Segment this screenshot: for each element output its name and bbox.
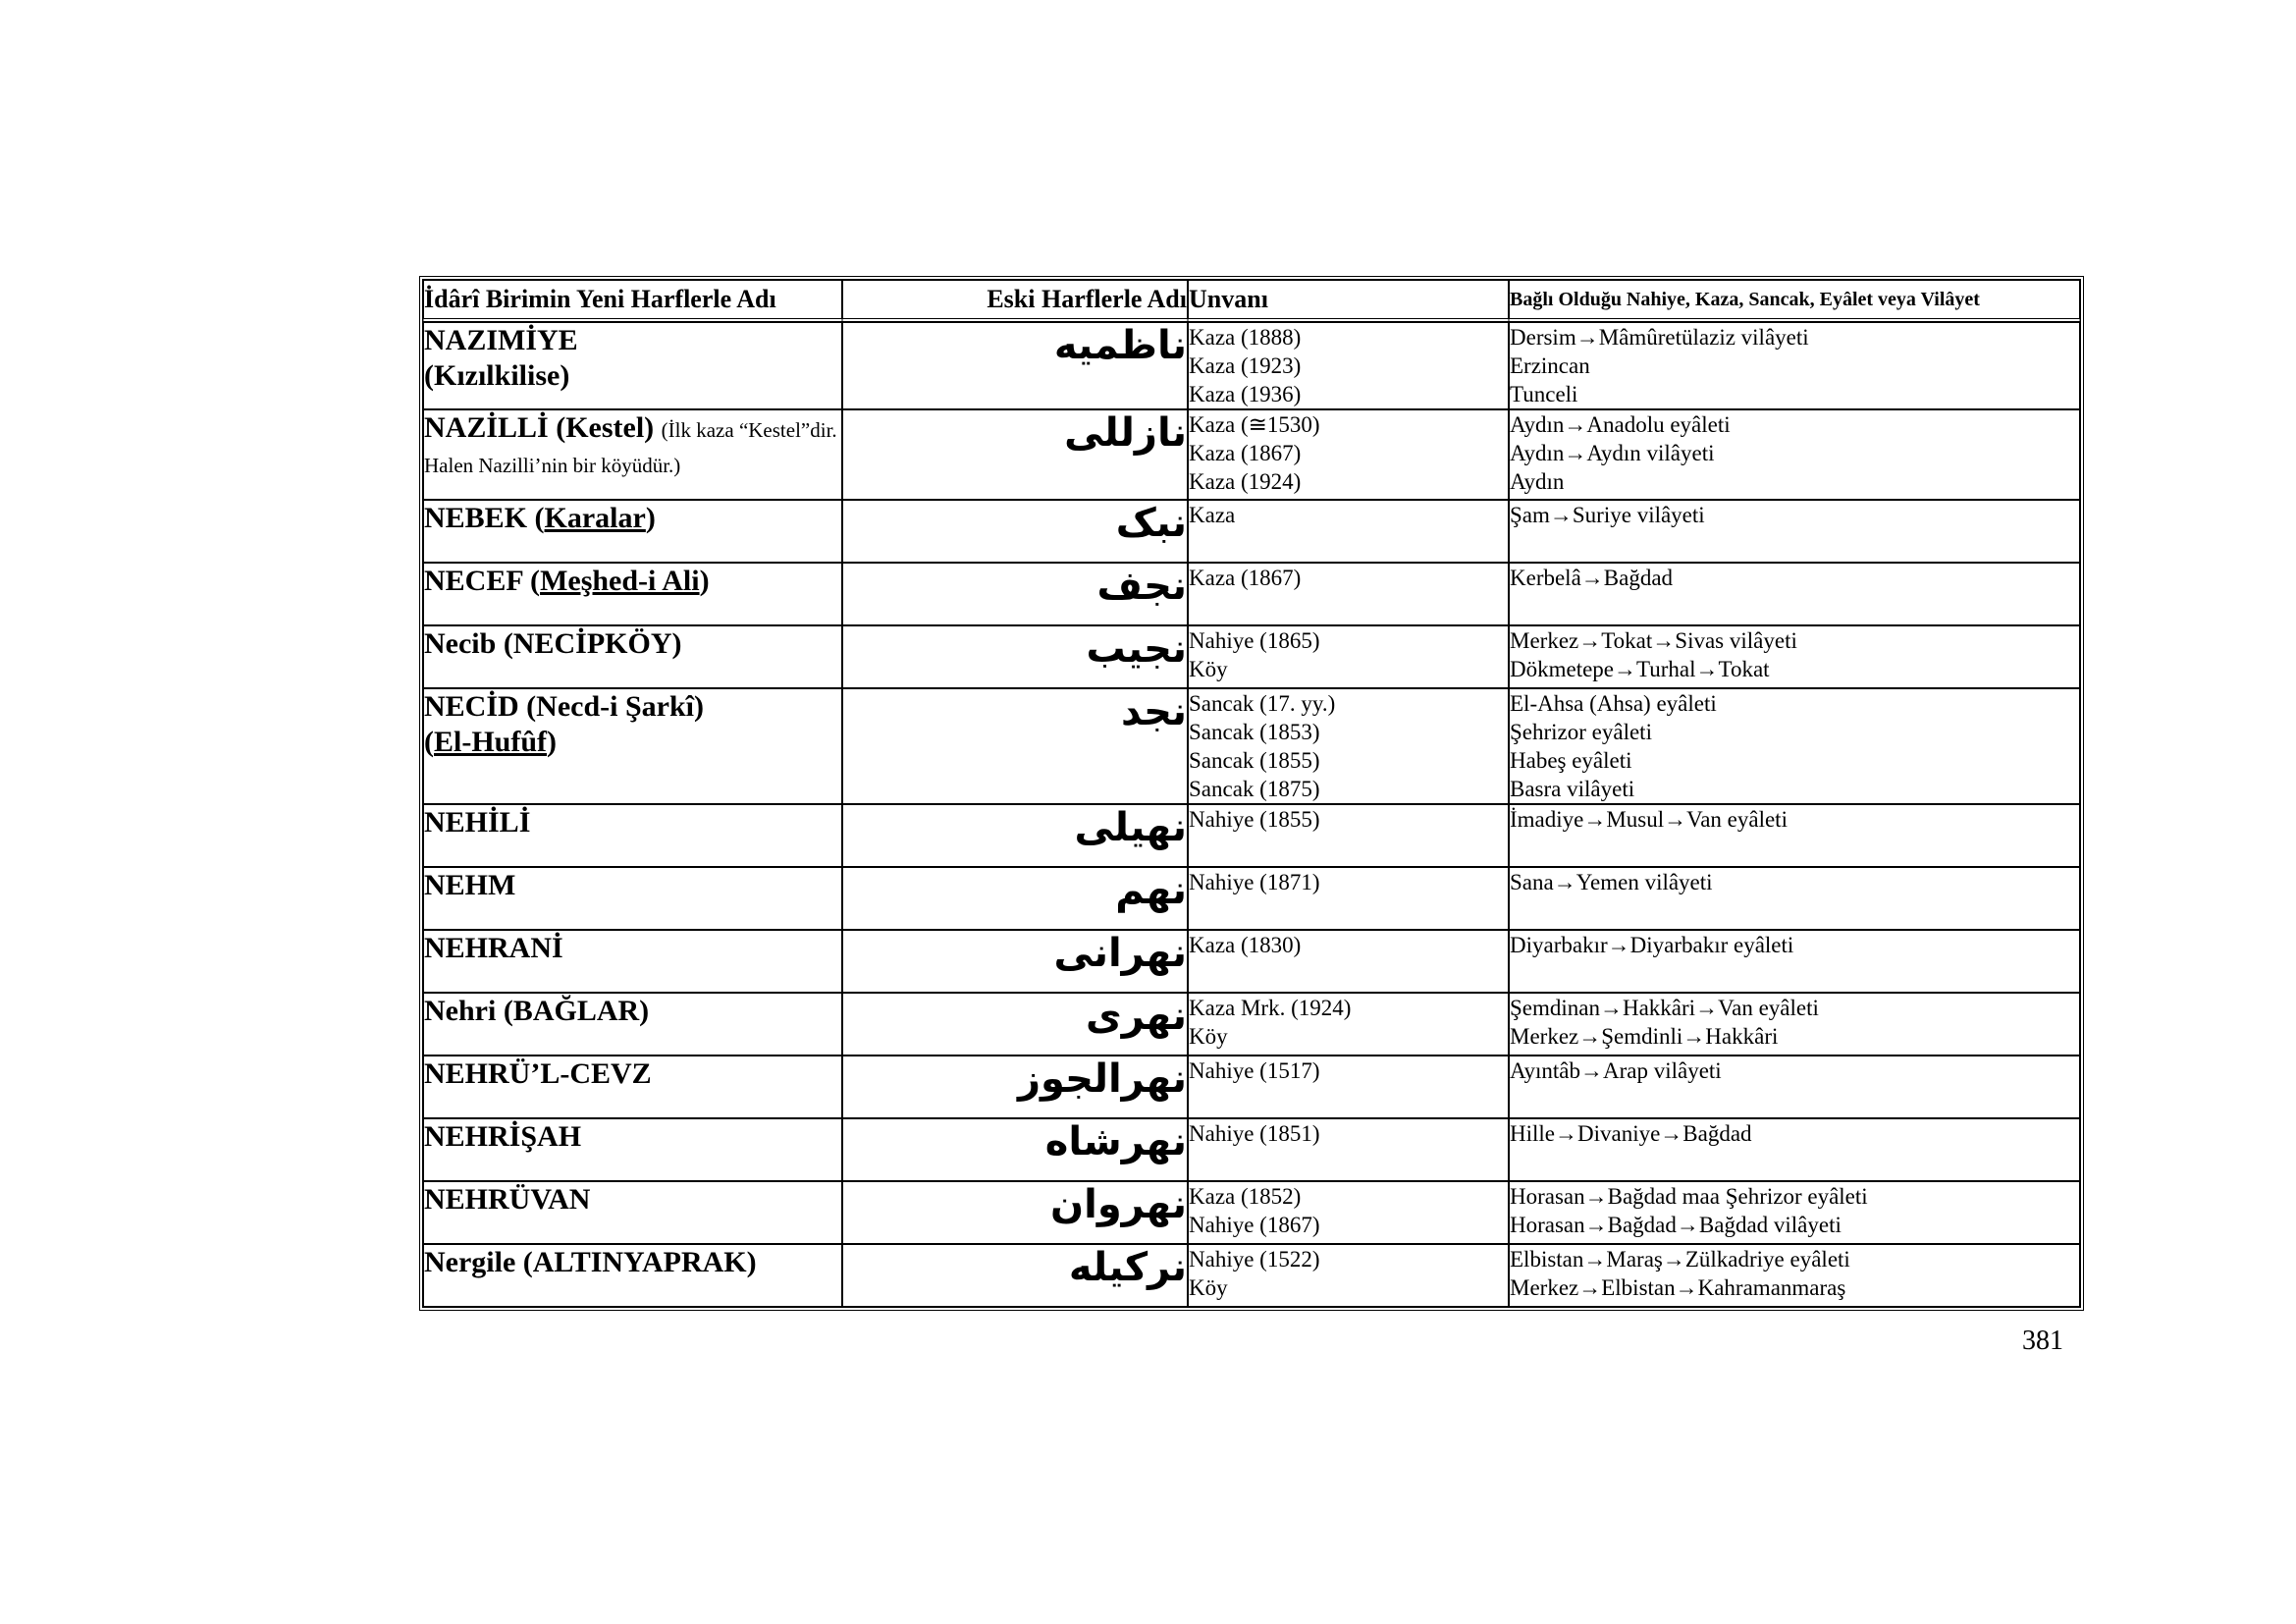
title-line: Kaza (1830) bbox=[1189, 933, 1302, 957]
cell-title bbox=[1188, 563, 1509, 625]
parent-line: Dökmetepe→Turhal→Tokat bbox=[1510, 657, 1770, 681]
cell-old-name: نهيلى bbox=[842, 804, 1188, 867]
table-row bbox=[423, 322, 2080, 409]
parent-line: İmadiye→Musul→Van eyâleti bbox=[1510, 807, 1788, 832]
cell-new-name bbox=[423, 409, 842, 500]
table-row bbox=[423, 1181, 2080, 1244]
name-part: NECEF ( bbox=[424, 565, 541, 597]
cell-old-name: نهم bbox=[842, 867, 1188, 930]
cell-new-name bbox=[423, 688, 842, 804]
name-part: NEHRİŞAH bbox=[424, 1120, 582, 1153]
table-row bbox=[423, 563, 2080, 625]
table-row bbox=[423, 1118, 2080, 1181]
cell-old-name: نازللى bbox=[842, 409, 1188, 500]
title-line: Sancak (17. yy.) bbox=[1189, 691, 1336, 716]
table-row bbox=[423, 993, 2080, 1056]
title-line: Köy bbox=[1189, 1024, 1228, 1049]
admin-units-table bbox=[419, 276, 2084, 1311]
cell-title bbox=[1188, 1056, 1509, 1118]
cell-parent bbox=[1509, 1244, 2080, 1307]
cell-title bbox=[1188, 993, 1509, 1056]
table-body bbox=[423, 322, 2080, 1307]
title-line: Kaza (1852) bbox=[1189, 1184, 1302, 1209]
cell-new-name bbox=[423, 500, 842, 563]
cell-new-name bbox=[423, 993, 842, 1056]
parent-line: Habeş eyâleti bbox=[1510, 748, 1632, 773]
title-line: Sancak (1875) bbox=[1189, 777, 1320, 801]
name-part: NEBEK ( bbox=[424, 502, 545, 534]
title-line: Sancak (1853) bbox=[1189, 720, 1320, 744]
parent-line: Basra vilâyeti bbox=[1510, 777, 1635, 801]
table-row bbox=[423, 409, 2080, 500]
cell-parent bbox=[1509, 563, 2080, 625]
table-row bbox=[423, 1056, 2080, 1118]
parent-line: Aydın→Aydın vilâyeti bbox=[1510, 441, 1715, 465]
header-new-name: İdârî Birimin Yeni Harflerle Adı bbox=[423, 280, 842, 322]
underlined-name-part: Meşhed-i Ali bbox=[540, 565, 700, 597]
title-line: Kaza (1923) bbox=[1189, 353, 1302, 378]
name-part: Necib (NECİPKÖY) bbox=[424, 627, 682, 660]
name-part: ) bbox=[645, 502, 656, 534]
cell-new-name bbox=[423, 867, 842, 930]
cell-new-name bbox=[423, 322, 842, 409]
cell-parent bbox=[1509, 1056, 2080, 1118]
table-row bbox=[423, 1244, 2080, 1307]
parent-line: Sana→Yemen vilâyeti bbox=[1510, 870, 1713, 894]
cell-old-name: ناظميه bbox=[842, 322, 1188, 409]
title-line: Köy bbox=[1189, 657, 1228, 681]
cell-parent bbox=[1509, 1118, 2080, 1181]
name-part: NAZIMİYE bbox=[424, 324, 578, 356]
parent-line: Ayıntâb→Arap vilâyeti bbox=[1510, 1058, 1722, 1083]
cell-title bbox=[1188, 409, 1509, 500]
cell-old-name: نهرالجوز bbox=[842, 1056, 1188, 1118]
table-row bbox=[423, 688, 2080, 804]
header-parent: Bağlı Olduğu Nahiye, Kaza, Sancak, Eyâlet veya Vilâyet bbox=[1509, 280, 2080, 322]
cell-old-name: نبک bbox=[842, 500, 1188, 563]
parent-line: Dersim→Mâmûretülaziz vilâyeti bbox=[1510, 325, 1809, 350]
name-part: Nehri (BAĞLAR) bbox=[424, 995, 650, 1027]
title-line: Kaza (1867) bbox=[1189, 566, 1302, 590]
name-part: ) bbox=[547, 726, 558, 758]
cell-title bbox=[1188, 1244, 1509, 1307]
parent-line: Şam→Suriye vilâyeti bbox=[1510, 503, 1705, 527]
underlined-name-part: El-Hufûf bbox=[434, 726, 548, 758]
name-part: NEHİLİ bbox=[424, 806, 531, 839]
cell-title bbox=[1188, 1181, 1509, 1244]
title-line: Köy bbox=[1189, 1275, 1228, 1300]
cell-parent bbox=[1509, 804, 2080, 867]
cell-parent bbox=[1509, 322, 2080, 409]
title-line: Kaza (1888) bbox=[1189, 325, 1302, 350]
cell-title bbox=[1188, 1118, 1509, 1181]
cell-title bbox=[1188, 804, 1509, 867]
cell-parent bbox=[1509, 930, 2080, 993]
parent-line: Horasan→Bağdad maa Şehrizor eyâleti bbox=[1510, 1184, 1868, 1209]
cell-new-name bbox=[423, 1244, 842, 1307]
parent-line: El-Ahsa (Ahsa) eyâleti bbox=[1510, 691, 1717, 716]
title-line: Sancak (1855) bbox=[1189, 748, 1320, 773]
title-line: Kaza Mrk. (1924) bbox=[1189, 996, 1352, 1020]
title-line: Kaza (≅1530) bbox=[1189, 412, 1320, 437]
parent-line: Şemdinan→Hakkâri→Van eyâleti bbox=[1510, 996, 1819, 1020]
cell-old-name: نهرشاه bbox=[842, 1118, 1188, 1181]
cell-old-name: نهرى bbox=[842, 993, 1188, 1056]
table-row bbox=[423, 500, 2080, 563]
parent-line: Kerbelâ→Bağdad bbox=[1510, 566, 1674, 590]
cell-old-name: نركيله bbox=[842, 1244, 1188, 1307]
parent-line: Hille→Divaniye→Bağdad bbox=[1510, 1121, 1752, 1146]
cell-parent bbox=[1509, 500, 2080, 563]
page-number: 381 bbox=[2022, 1326, 2063, 1356]
parent-line: Aydın→Anadolu eyâleti bbox=[1510, 412, 1731, 437]
parent-line: Horasan→Bağdad→Bağdad vilâyeti bbox=[1510, 1213, 1842, 1237]
cell-title bbox=[1188, 500, 1509, 563]
parent-line: Merkez→Tokat→Sivas vilâyeti bbox=[1510, 628, 1797, 653]
title-line: Nahiye (1522) bbox=[1189, 1247, 1320, 1272]
title-line: Kaza (1936) bbox=[1189, 382, 1302, 406]
parent-line: Şehrizor eyâleti bbox=[1510, 720, 1652, 744]
name-part: NEHRANİ bbox=[424, 932, 563, 964]
parent-line: Merkez→Elbistan→Kahramanmaraş bbox=[1510, 1275, 1846, 1300]
name-part: Nergile (ALTINYAPRAK) bbox=[424, 1246, 757, 1278]
cell-new-name bbox=[423, 930, 842, 993]
title-line: Nahiye (1867) bbox=[1189, 1213, 1320, 1237]
table-header-row bbox=[423, 280, 2080, 322]
title-line: Kaza (1867) bbox=[1189, 441, 1302, 465]
name-part: NECİD (Necd-i Şarkî) bbox=[424, 690, 704, 723]
cell-parent bbox=[1509, 1181, 2080, 1244]
parent-line: Merkez→Şemdinli→Hakkâri bbox=[1510, 1024, 1779, 1049]
title-line: Nahiye (1851) bbox=[1189, 1121, 1320, 1146]
cell-parent bbox=[1509, 409, 2080, 500]
cell-new-name bbox=[423, 563, 842, 625]
cell-title bbox=[1188, 930, 1509, 993]
name-part: ) bbox=[699, 565, 710, 597]
name-part: NEHRÜVAN bbox=[424, 1183, 591, 1216]
parent-line: Tunceli bbox=[1510, 382, 1578, 406]
name-part: NEHRÜ’L-CEVZ bbox=[424, 1057, 652, 1090]
name-part: NEHM bbox=[424, 869, 516, 901]
cell-new-name bbox=[423, 1118, 842, 1181]
parent-line: Elbistan→Maraş→Zülkadriye eyâleti bbox=[1510, 1247, 1850, 1272]
name-part: (Kızılkilise) bbox=[424, 359, 570, 392]
underlined-name-part: Karalar bbox=[544, 502, 646, 534]
header-title: Unvanı bbox=[1188, 280, 1509, 322]
cell-parent bbox=[1509, 688, 2080, 804]
title-line: Nahiye (1871) bbox=[1189, 870, 1320, 894]
cell-old-name: نجف bbox=[842, 563, 1188, 625]
cell-old-name: نجيب bbox=[842, 625, 1188, 688]
name-part: NAZİLLİ (Kestel) bbox=[424, 411, 662, 444]
name-part: ( bbox=[424, 726, 434, 758]
title-line: Nahiye (1517) bbox=[1189, 1058, 1320, 1083]
cell-title bbox=[1188, 322, 1509, 409]
name-note: (İlk kaza “Kestel”dir. Halen Nazilli’nin bir köyüdür.) bbox=[424, 418, 837, 477]
table-row bbox=[423, 930, 2080, 993]
cell-new-name bbox=[423, 625, 842, 688]
cell-new-name bbox=[423, 1181, 842, 1244]
title-line: Kaza (1924) bbox=[1189, 469, 1302, 494]
cell-old-name: نهروان bbox=[842, 1181, 1188, 1244]
cell-parent bbox=[1509, 993, 2080, 1056]
title-line: Nahiye (1865) bbox=[1189, 628, 1320, 653]
cell-title bbox=[1188, 625, 1509, 688]
parent-line: Diyarbakır→Diyarbakır eyâleti bbox=[1510, 933, 1794, 957]
header-old-name: Eski Harflerle Adı bbox=[842, 280, 1188, 322]
cell-title bbox=[1188, 688, 1509, 804]
title-line: Nahiye (1855) bbox=[1189, 807, 1320, 832]
parent-line: Aydın bbox=[1510, 469, 1565, 494]
table-row bbox=[423, 867, 2080, 930]
title-line: Kaza bbox=[1189, 503, 1236, 527]
table-row bbox=[423, 625, 2080, 688]
cell-new-name bbox=[423, 804, 842, 867]
cell-parent bbox=[1509, 625, 2080, 688]
cell-old-name: نجد bbox=[842, 688, 1188, 804]
parent-line: Erzincan bbox=[1510, 353, 1590, 378]
cell-parent bbox=[1509, 867, 2080, 930]
cell-new-name bbox=[423, 1056, 842, 1118]
table-row bbox=[423, 804, 2080, 867]
cell-old-name: نهرانى bbox=[842, 930, 1188, 993]
cell-title bbox=[1188, 867, 1509, 930]
